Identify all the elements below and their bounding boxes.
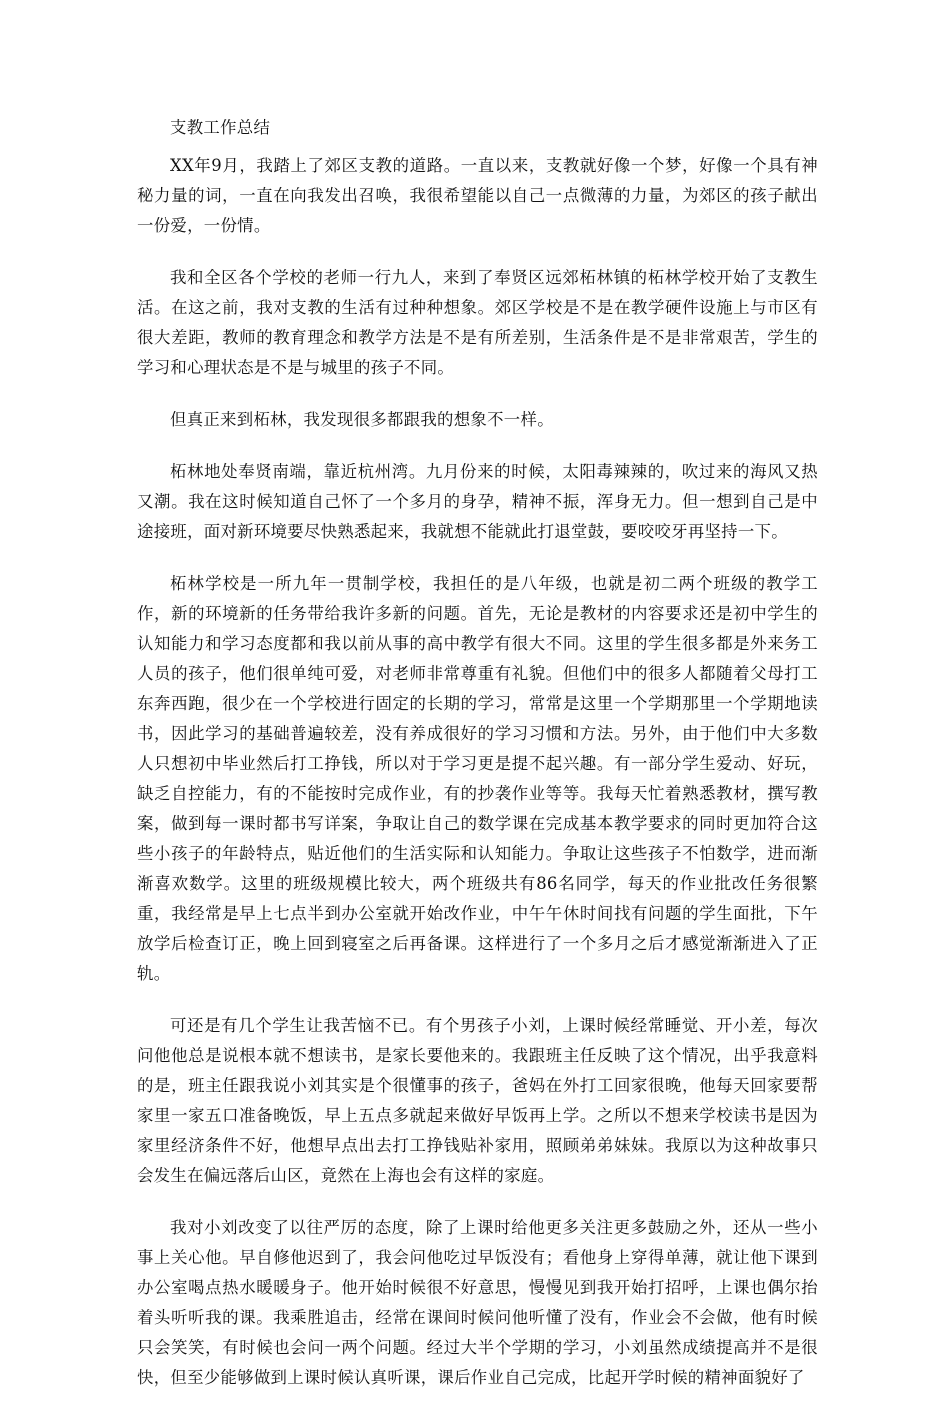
paragraph-6: 可还是有几个学生让我苦恼不已。有个男孩子小刘，上课时候经常睡觉、开小差，每次问他他总是说根本就不想读书，是家长要他来的。我跟班主任反映了这个情况，出乎我意料的是，班主任跟我说小刘其实是个很懂事的孩子，爸妈在外打工回家很晚，他每天回家要帮家里一家五口准备晚饭，早上五点多就起来做好早饭再上学。之所以不想来学校读书是因为家里经济条件不好，他想早点出去打工挣钱贴补家用，照顾弟弟妹妹。我原以为这种故事只会发生在偏远落后山区，竟然在上海也会有这样的家庭。 (137, 1016, 818, 1185)
document-body (137, 113, 818, 1415)
paragraph-4: 柘林地处奉贤南端，靠近杭州湾。九月份来的时候，太阳毒辣辣的，吹过来的海风又热又潮。我在这时候知道自己怀了一个多月的身孕，精神不振，浑身无力。但一想到自己是中途接班，面对新环境要尽快熟悉起来，我就想不能就此打退堂鼓，要咬咬牙再坚持一下。 (137, 462, 818, 541)
paragraph-2: 我和全区各个学校的老师一行九人，来到了奉贤区远郊柘林镇的柘林学校开始了支教生活。在这之前，我对支教的生活有过种种想象。郊区学校是不是在教学硬件设施上与市区有很大差距，教师的教育理念和教学方法是不是有所差别，生活条件是不是非常艰苦，学生的学习和心理状态是不是与城里的孩子不同。 (137, 268, 818, 377)
document-title: 支教工作总结 (170, 118, 271, 137)
paragraph-3: 但真正来到柘林，我发现很多都跟我的想象不一样。 (170, 410, 554, 429)
paragraph-7: 我对小刘改变了以往严厉的态度，除了上课时给他更多关注更多鼓励之外，还从一些小事上关心他。早自修他迟到了，我会问他吃过早饭没有；看他身上穿得单薄，就让他下课到办公室喝点热水暖暖身子。他开始时候很不好意思，慢慢见到我开始打招呼，上课也偶尔抬着头听听我的课。我乘胜追击，经常在课间时候问他听懂了没有，作业会不会做，他有时候只会笑笑，有时候也会问一两个问题。经过大半个学期的学习，小刘虽然成绩提高并不是很快，但至少能够做到上课时候认真听课，课后作业自己完成，比起开学时候的精神面貌好了 (137, 1218, 818, 1387)
paragraph-5: 柘林学校是一所九年一贯制学校，我担任的是八年级，也就是初二两个班级的教学工作，新的环境新的任务带给我许多新的问题。首先，无论是教材的内容要求还是初中学生的认知能力和学习态度都和我以前从事的高中教学有很大不同。这里的学生很多都是外来务工人员的孩子，他们很单纯可爱，对老师非常尊重有礼貌。但他们中的很多人都随着父母打工东奔西跑，很少在一个学校进行固定的长期的学习，常常是这里一个学期那里一个学期地读书，因此学习的基础普遍较差，没有养成很好的学习习惯和方法。另外，由于他们中大多数人只想初中毕业然后打工挣钱，所以对于学习更是提不起兴趣。有一部分学生爱动、好玩，缺乏自控能力，有的不能按时完成作业，有的抄袭作业等等。我每天忙着熟悉教材，撰写教案，做到每一课时都书写详案，争取让自己的数学课在完成基本教学要求的同时更加符合这些小孩子的年龄特点，贴近他们的生活实际和认知能力。争取让这些孩子不怕数学，进而渐渐喜欢数学。这里的班级规模比较大，两个班级共有86名同学，每天的作业批改任务很繁重，我经常是早上七点半到办公室就开始改作业，中午午休时间找有问题的学生面批，下午放学后检查订正，晚上回到寝室之后再备课。这样进行了一个多月之后才感觉渐渐进入了正轨。 (137, 574, 818, 983)
paragraph-1: XX年9月，我踏上了郊区支教的道路。一直以来，支教就好像一个梦，好像一个具有神秘力量的词，一直在向我发出召唤，我很希望能以自己一点微薄的力量，为郊区的孩子献出一份爱，一份情。 (137, 156, 818, 235)
